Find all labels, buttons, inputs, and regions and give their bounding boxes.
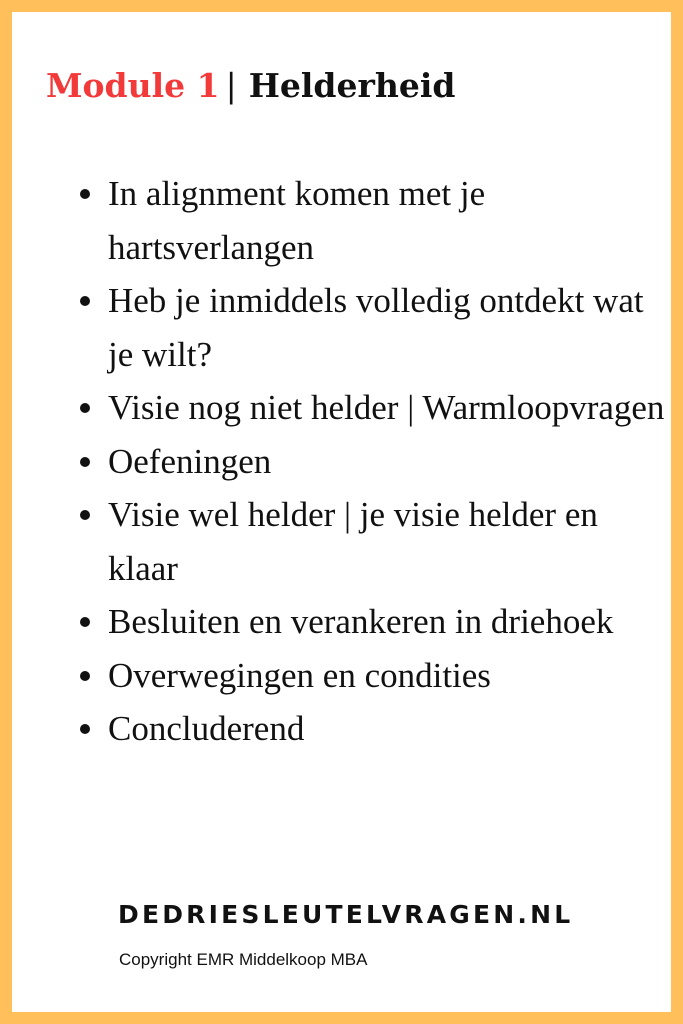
copyright-notice: Copyright EMR Middelkoop MBA [119, 950, 368, 969]
list-item-text: In alignment komen met je hartsverlangen [108, 174, 486, 267]
bullet-icon [80, 617, 90, 627]
bullet-icon [80, 296, 90, 306]
list-item-text: Visie wel helder | je visie helder en klaar [108, 495, 598, 588]
topic-list [108, 167, 668, 756]
list-item-text: Oefeningen [108, 441, 272, 481]
page-title [46, 64, 455, 108]
list-item [108, 381, 668, 435]
bullet-icon [80, 671, 90, 681]
list-item-text: Concluderend [108, 709, 305, 748]
module-topic: Helderheid [248, 66, 456, 105]
list-item-text: Heb je inmiddels volledig ontdekt wat je wilt? [108, 281, 644, 374]
bullet-icon [80, 457, 90, 467]
list-item [108, 595, 668, 649]
title-separator: | [225, 66, 237, 105]
bullet-icon [80, 189, 90, 199]
module-label: Module 1 [46, 66, 220, 105]
list-item-text: Visie nog niet helder | Warmloopvragen [108, 388, 665, 427]
list-item [108, 702, 668, 756]
list-item-text: Overwegingen en condities [108, 655, 491, 695]
list-item [108, 274, 668, 381]
bullet-icon [80, 724, 90, 734]
bullet-icon [80, 510, 90, 520]
list-item [108, 435, 668, 489]
bullet-icon [80, 403, 90, 413]
list-item [108, 649, 668, 703]
website-label: DEDRIESLEUTELVRAGEN.NL [118, 900, 574, 929]
list-item [108, 167, 668, 274]
list-item [108, 488, 668, 595]
list-item-text: Besluiten en verankeren in driehoek [108, 602, 614, 641]
